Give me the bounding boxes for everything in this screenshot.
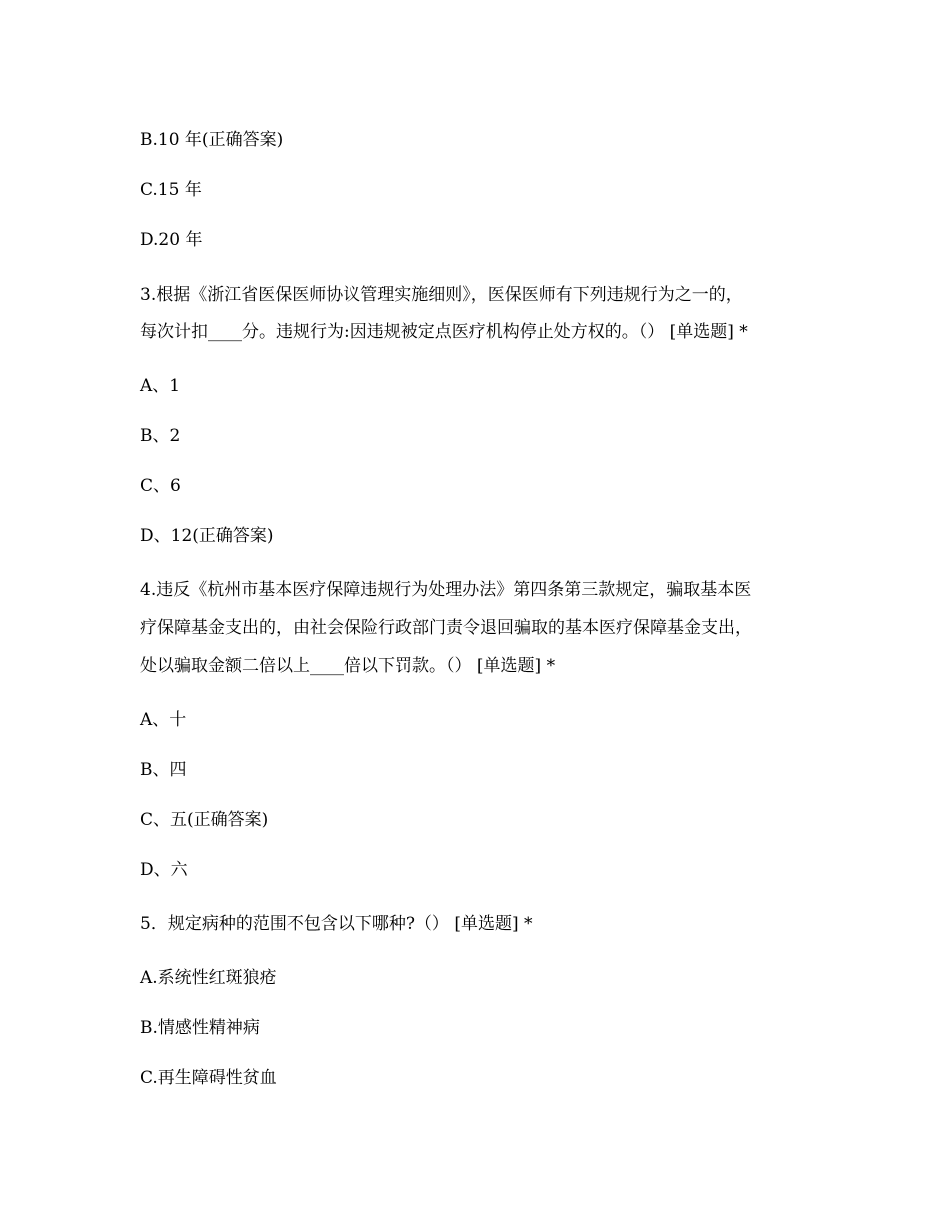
q5-option-b: B.情感性精神病 — [140, 1018, 260, 1038]
q4-text-line-1: 4.违反《杭州市基本医疗保障违规行为处理办法》第四条第三款规定，骗取基本医 — [140, 580, 752, 600]
q5-option-c: C.再生障碍性贫血 — [140, 1068, 277, 1088]
q4-option-d: D、六 — [140, 860, 188, 880]
q3-option-a: A、1 — [140, 376, 181, 396]
q4-option-b: B、四 — [140, 760, 187, 780]
q2-option-b: B.10 年(正确答案) — [140, 130, 284, 150]
q4-option-a: A、十 — [140, 710, 187, 730]
q3-text-line-2: 每次计扣____分。违规行为:因违规被定点医疗机构停止处方权的。（） [单选题] * — [140, 322, 748, 342]
q2-option-d: D.20 年 — [140, 230, 203, 250]
q3-option-c: C、6 — [140, 476, 181, 496]
q4-option-c: C、五(正确答案) — [140, 810, 269, 830]
q4-text-line-3: 处以骗取金额二倍以上____倍以下罚款。（） [单选题] * — [140, 656, 556, 676]
q3-option-d: D、12(正确答案) — [140, 526, 274, 546]
q5-text: 5．规定病种的范围不包含以下哪种?（） [单选题] * — [140, 914, 533, 934]
q4-text-line-2: 疗保障基金支出的，由社会保险行政部门责令退回骗取的基本医疗保障基金支出， — [140, 618, 752, 638]
q5-option-a: A.系统性红斑狼疮 — [140, 968, 277, 988]
q2-option-c: C.15 年 — [140, 180, 202, 200]
q3-option-b: B、2 — [140, 426, 181, 446]
q3-text-line-1: 3.根据《浙江省医保医师协议管理实施细则》，医保医师有下列违规行为之一的， — [140, 285, 743, 305]
